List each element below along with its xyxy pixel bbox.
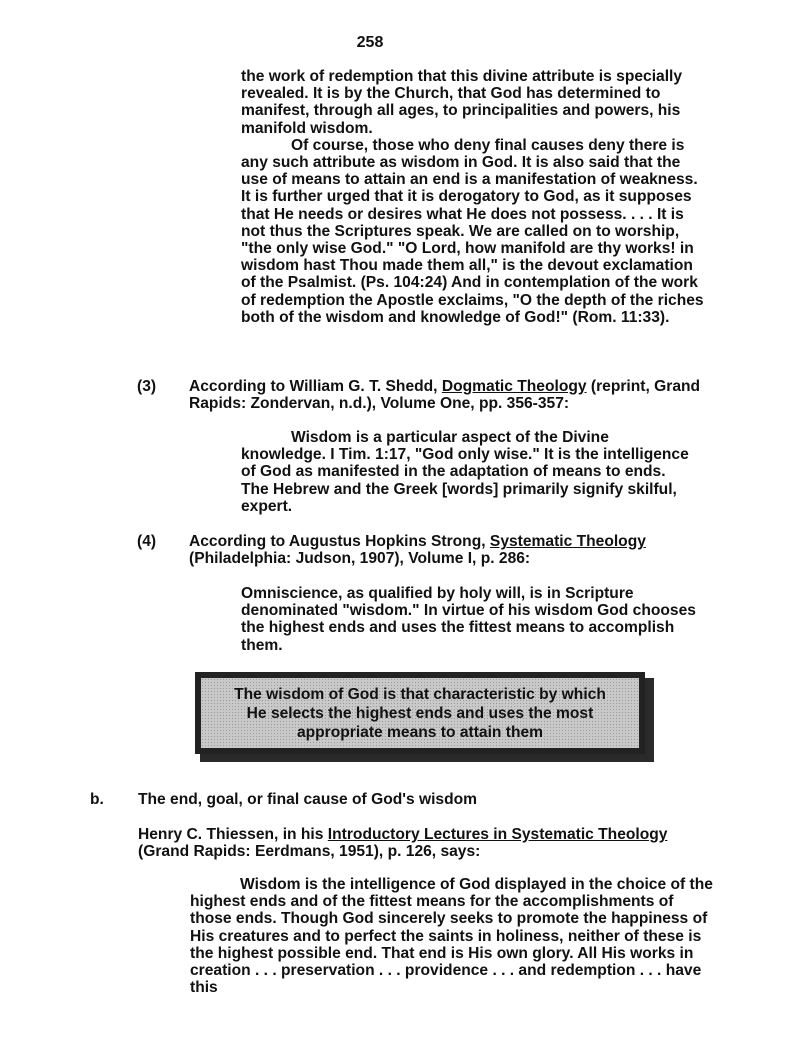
thiessen-quote-text: Wisdom is the intelligence of God displayed in the choice of the highest ends and of the fittest means for the accomplishments of those ends. Though God sincerely seeks to promote the happiness of His creatures and to perfect the saints in holiness, neither of these is the highest possible end. That end is His own glory. All His works in creation . . . preservation . . . providence . . . and redemption . . . have this xyxy=(190,876,713,997)
list-item-4-text xyxy=(189,533,749,567)
list-item-4-number: (4) xyxy=(137,533,157,550)
list-item-4 xyxy=(137,533,757,573)
list-item-4-rest: (Philadelphia: Judson, 1907), Volume I, p. 286: xyxy=(189,550,531,568)
highlight-line-2: He selects the highest ends and uses the most xyxy=(246,704,594,722)
list-item-3-number: (3) xyxy=(137,378,157,395)
list-item-4-book-title: Systematic Theology xyxy=(489,533,646,550)
shedd-quote xyxy=(241,429,691,515)
shedd-quote-text: Wisdom is a particular aspect of the Divine knowledge. I Tim. 1:17, "God only wise." It is the intelligence of God as manifested in the adaptation of means to ends. The Hebrew and the Greek [words] primarily signify skilful, expert. xyxy=(241,429,689,515)
section-b-intro-rest: (Grand Rapids: Eerdmans, 1951), p. 126, says: xyxy=(138,843,481,861)
list-item-3-rest: (reprint, Grand Rapids: Zondervan, n.d.), Volume One, pp. 356-357: xyxy=(189,378,701,413)
section-b-letter: b. xyxy=(90,791,104,808)
list-item-3-lead: According to William G. T. Shedd, xyxy=(189,378,438,395)
list-item-3-book-title: Dogmatic Theology xyxy=(441,378,587,395)
strong-quote xyxy=(241,585,701,654)
top-quote-paragraph-1: the work of redemption that this divine attribute is specially revealed. It is by the Church, that God has determined to manifest, through all ages, to principalities and powers, his manifold wisdom. xyxy=(241,68,683,137)
section-b-intro-lead: Henry C. Thiessen, in his xyxy=(138,826,324,843)
page-number: 258 xyxy=(356,34,384,51)
list-item-3-text xyxy=(189,378,749,412)
top-quote xyxy=(241,68,711,326)
list-item-4-lead: According to Augustus Hopkins Strong, xyxy=(189,533,486,550)
section-b-intro xyxy=(138,826,668,860)
top-quote-paragraph-2: Of course, those who deny final causes deny there is any such attribute as wisdom in God. It is also said that the use of means to attain an end is a manifestation of weakness. It is further urged that it is derogatory to God, as it supposes that He needs or desires what He does not possess. . . . It is not thus the Scriptures speak. We are called on to worship, "the only wise God." "O Lord, how manifold are thy works! in wisdom hast Thou made them all," is the devout exclamation of the Psalmist. (Ps. 104:24) And in contemplation of the work of redemption the Apostle exclaims, "O the depth of the riches both of the wisdom and knowledge of God!" (Rom. 11:33). xyxy=(241,136,704,326)
list-item-3 xyxy=(137,378,757,418)
highlight-box-text xyxy=(201,678,639,748)
highlight-box xyxy=(195,672,645,754)
highlight-line-1: The wisdom of God is that characteristic by which xyxy=(234,685,606,703)
highlight-line-3: appropriate means to attain them xyxy=(296,723,544,741)
section-b-title: The end, goal, or final cause of God's wisdom xyxy=(138,791,478,808)
section-b-intro-book-title: Introductory Lectures in Systematic Theology xyxy=(327,826,668,843)
thiessen-quote xyxy=(190,876,715,996)
section-b-heading xyxy=(90,791,710,811)
strong-quote-text: Omniscience, as qualified by holy will, is in Scripture denominated "wisdom." In virtue of his wisdom God chooses the highest ends and uses the fittest means to accomplish them. xyxy=(241,585,696,654)
